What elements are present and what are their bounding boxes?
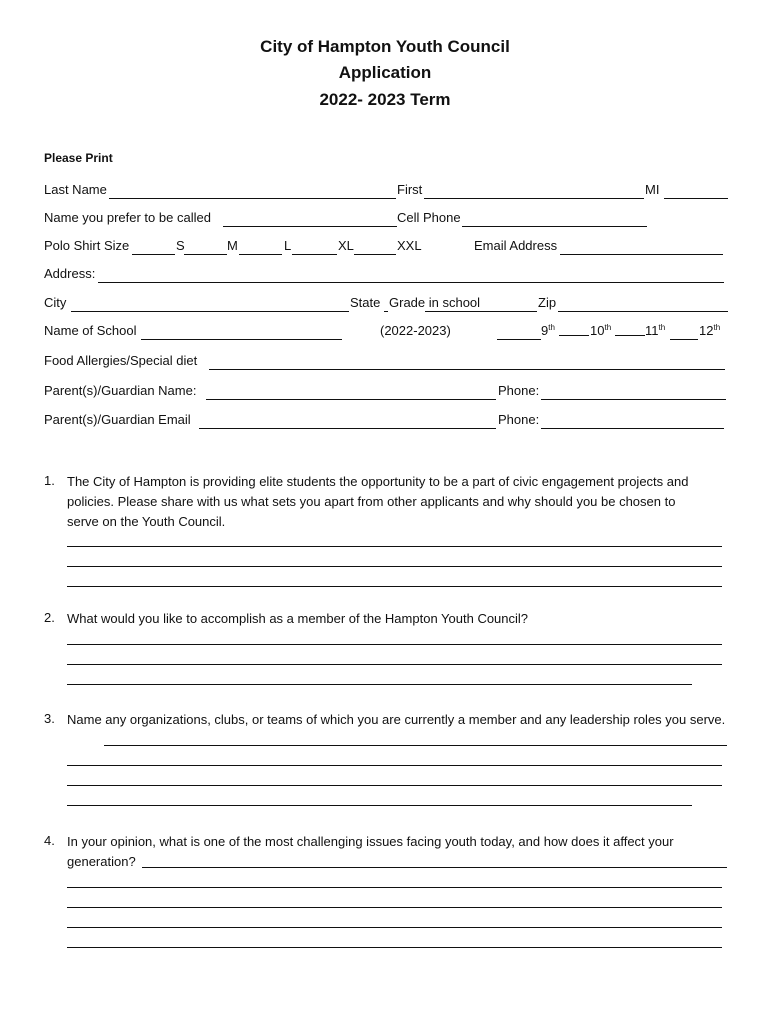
- guardian-phone-label: Phone:: [498, 383, 540, 398]
- answer-1-line[interactable]: [67, 586, 722, 587]
- answer-4-line[interactable]: [67, 947, 722, 948]
- answer-2-line[interactable]: [67, 684, 692, 685]
- grade-in-school-underline: [425, 311, 537, 312]
- zip-field[interactable]: [558, 311, 728, 312]
- question-4-text: In your opinion, what is one of the most challenging issues facing youth today, and how does it affect your generation?: [67, 834, 674, 869]
- guardian-email-field[interactable]: [199, 428, 496, 429]
- first-name-label: First: [397, 182, 423, 197]
- question-1-number: 1.: [44, 473, 55, 488]
- address-field[interactable]: [98, 282, 724, 283]
- guardian-name-field[interactable]: [206, 399, 496, 400]
- guardian-email-label: Parent(s)/Guardian Email: [44, 412, 191, 427]
- answer-4-line[interactable]: [67, 927, 722, 928]
- food-allergies-label: Food Allergies/Special diet: [44, 353, 198, 368]
- first-name-field[interactable]: [424, 198, 644, 199]
- email-address-label: Email Address: [474, 238, 558, 253]
- size-m-label: M: [227, 238, 238, 253]
- question-2-text: What would you like to accomplish as a member of the Hampton Youth Council?: [67, 611, 529, 626]
- question-4-number: 4.: [44, 833, 55, 848]
- grade-10-blank[interactable]: [559, 335, 589, 336]
- cell-phone-field[interactable]: [462, 226, 647, 227]
- last-name-label: Last Name: [44, 182, 107, 197]
- size-s-label: S: [176, 238, 185, 253]
- guardian-phone-2-label: Phone:: [498, 412, 540, 427]
- grade-11-blank[interactable]: [615, 335, 645, 336]
- size-xl-label: XL: [338, 238, 354, 253]
- guardian-phone-2-field[interactable]: [541, 428, 724, 429]
- school-name-label: Name of School: [44, 323, 137, 338]
- answer-4-line[interactable]: [67, 907, 722, 908]
- answer-2-line[interactable]: [67, 664, 722, 665]
- answer-4-line[interactable]: [67, 887, 722, 888]
- answer-3-line[interactable]: [67, 785, 722, 786]
- grade-9-blank[interactable]: [497, 339, 541, 340]
- zip-label: Zip: [538, 295, 557, 310]
- state-label: State: [350, 295, 381, 310]
- grade-10-label: 10th: [590, 323, 612, 338]
- grade-9-label: 9th: [541, 323, 555, 338]
- school-year-label: (2022-2023): [380, 323, 451, 338]
- answer-3-line[interactable]: [67, 805, 692, 806]
- address-label: Address:: [44, 266, 96, 281]
- preferred-name-label: Name you prefer to be called: [44, 210, 211, 225]
- size-m-blank[interactable]: [184, 254, 227, 255]
- form-subtitle: Application: [338, 63, 432, 82]
- question-2-number: 2.: [44, 610, 55, 625]
- guardian-phone-field[interactable]: [541, 399, 726, 400]
- mi-field[interactable]: [664, 198, 728, 199]
- preferred-name-field[interactable]: [223, 226, 397, 227]
- please-print-label: Please Print: [44, 151, 113, 165]
- answer-1-line[interactable]: [67, 566, 722, 567]
- size-xl-blank[interactable]: [292, 254, 337, 255]
- form-term: 2022- 2023 Term: [319, 90, 451, 109]
- question-3-text: Name any organizations, clubs, or teams of which you are currently a member and any leadership roles you serve.: [67, 712, 726, 727]
- size-l-label: L: [284, 238, 292, 253]
- size-xxl-blank[interactable]: [354, 254, 396, 255]
- grade-12-label: 12th: [699, 323, 721, 338]
- food-allergies-field[interactable]: [209, 369, 725, 370]
- answer-3-line[interactable]: [104, 745, 727, 746]
- last-name-field[interactable]: [109, 198, 396, 199]
- cell-phone-label: Cell Phone: [397, 210, 461, 225]
- answer-4-line[interactable]: [142, 867, 727, 868]
- size-s-blank[interactable]: [132, 254, 175, 255]
- answer-2-line[interactable]: [67, 644, 722, 645]
- grade-11-label: 11th: [645, 323, 666, 338]
- grade-in-school-label: Grade in school: [389, 295, 481, 310]
- answer-3-line[interactable]: [67, 765, 722, 766]
- question-3-number: 3.: [44, 711, 55, 726]
- mi-label: MI: [645, 182, 660, 197]
- state-field[interactable]: [384, 311, 388, 312]
- city-field[interactable]: [71, 311, 349, 312]
- form-title: City of Hampton Youth Council: [260, 37, 510, 56]
- size-xxl-label: XXL: [397, 238, 422, 253]
- question-1-text: The City of Hampton is providing elite students the opportunity to be a part of civic engagement projects and policies. Please share with us what sets you apart from other applicants and why should you be chosen to serve on the Youth Council.: [67, 474, 689, 529]
- city-label: City: [44, 295, 67, 310]
- polo-shirt-size-label: Polo Shirt Size: [44, 238, 130, 253]
- answer-1-line[interactable]: [67, 546, 722, 547]
- school-name-field[interactable]: [141, 339, 342, 340]
- email-address-field[interactable]: [560, 254, 723, 255]
- grade-12-blank[interactable]: [670, 339, 698, 340]
- size-l-blank[interactable]: [239, 254, 282, 255]
- guardian-name-label: Parent(s)/Guardian Name:: [44, 383, 197, 398]
